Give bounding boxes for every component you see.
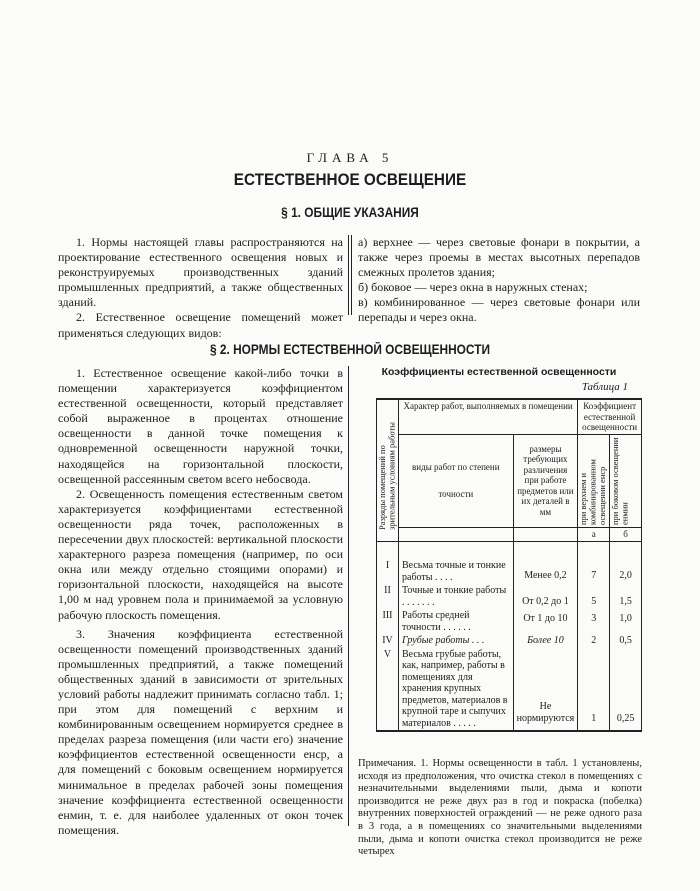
- illumination-table: [376, 398, 642, 732]
- rank-cell: III: [377, 609, 399, 634]
- rank-cell: V: [377, 648, 399, 732]
- size-cell: От 0,2 до 1: [513, 584, 578, 609]
- header-coefficient: Коэффициент естественной освещенности: [578, 399, 642, 434]
- header-empty: [513, 527, 578, 542]
- coef-a-cell: 2: [578, 634, 610, 648]
- header-side-cell: [610, 434, 642, 527]
- section-1-left-column: [58, 235, 343, 341]
- section-2-heading: § 2. НОРМЫ ЕСТЕСТВЕННОЙ ОСВЕЩЕННОСТИ: [209, 342, 491, 357]
- work-cell: Грубые работы . . .: [399, 634, 514, 648]
- section-2-left-column: [58, 366, 343, 838]
- header-b: б: [610, 527, 642, 542]
- column-divider: [348, 366, 349, 826]
- work-cell: Работы средней точности . . . . . .: [399, 609, 514, 634]
- header-rank: Разряды помещений по зрительным условиям работы: [377, 421, 397, 530]
- coef-a-cell: 1: [578, 648, 610, 732]
- coef-b-cell: 0,25: [610, 648, 642, 732]
- paragraph: б) боковое — через окна в наружных стенах;: [358, 280, 588, 295]
- header-kind-accuracy: точности: [438, 488, 474, 499]
- header-top-lighting: при верхнем и комбинированном освещении eнср: [578, 458, 608, 525]
- coef-b-cell: 1,5: [610, 584, 642, 609]
- rank-cell: I: [377, 542, 399, 585]
- header-top-cell: [578, 434, 610, 527]
- header-kind-cell: [399, 434, 514, 527]
- header-rank-cell: [377, 399, 399, 542]
- header-a: а: [578, 527, 610, 542]
- header-size: размеры требующих различения при работе предметов или их деталей в мм: [513, 434, 578, 527]
- table-row: [377, 584, 642, 609]
- chapter-number: ГЛАВА 5: [306, 150, 394, 165]
- table-row: [377, 542, 642, 585]
- size-cell: Не нормируются: [513, 648, 578, 732]
- section-1-right-column: [358, 235, 640, 326]
- work-cell: Весьма грубые работы, как, например, работы в помещениях для хранения крупных предметов, материалов в крупной таре и сыпучих материалов . . . . .: [399, 648, 514, 732]
- coef-b-cell: 2,0: [610, 542, 642, 585]
- table-row: [377, 609, 642, 634]
- table-number: Таблица 1: [581, 381, 628, 393]
- header-character: Характер работ, выполняемых в помещении: [399, 399, 578, 434]
- notes-paragraph: Примечания. 1. Нормы освещенности в табл. 1 установлены, исходя из предположения, что очистка стекол в помещениях с незначительными выделениями пыли, дыма и копоти производится не реже двух раз в год и покраска (побелка) внутренних поверхностей ограждений — не реже одного раза в 3 года, а в помещениях со значительными выделениями пыли, дыма и копоти очистка стекол производится не реже четырех: [358, 758, 642, 858]
- coef-a-cell: 7: [578, 542, 610, 585]
- size-cell: Менее 0,2: [513, 542, 578, 585]
- rank-cell: II: [377, 584, 399, 609]
- paragraph: 1. Нормы настоящей главы распространяются на проектирование естественного освещения новых и реконструируемых производственных зданий промышленных предприятий, а также общественных зданий.: [58, 235, 343, 310]
- table-row: [377, 634, 642, 648]
- rank-cell: IV: [377, 634, 399, 648]
- header-kind: виды работ по степени: [412, 462, 500, 472]
- size-cell: От 1 до 10: [513, 609, 578, 634]
- column-divider: [348, 235, 349, 315]
- paragraph: 3. Значения коэффициента естественной освещенности помещений производственных зданий промышленных предприятий, а также помещений общественных зданий в зависимости от зрительных условий работы надлежит принимать согласно табл. 1; при этом для помещений с верхним и комбинированным освещением нормируется среднее в пределах разреза помещения (или части его) значение коэффициентов естественной освещенности eнср, а для помещений с боковым освещением нормируется минимальное в пределах рабочей зоны помещения значение коэффициента естественной освещенности eнмин, т. е. для наиболее удаленных от окон точек помещения.: [58, 626, 343, 837]
- table-caption: Коэффициенты естественной освещенности: [381, 366, 617, 378]
- paragraph: 1. Естественное освещение какой-либо точки в помещении характеризуется коэффициентом естественной освещенности, который представляет собой выраженное в процентах отношение освещенности в данной точке помещения к одновременной освещенности наружной точки, находящейся на горизонтальной плоскости, освещенной рассеянным светом всего небосвода.: [58, 366, 343, 486]
- paragraph: а) верхнее — через световые фонари в покрытии, а также через проемы в местах высотных перепадов смежных пролетов здания;: [358, 235, 640, 280]
- size-cell: Более 10: [513, 634, 578, 648]
- coef-a-cell: 3: [578, 609, 610, 634]
- work-cell: Точные и тонкие работы . . . . . . .: [399, 584, 514, 609]
- paragraph: в) комбинированное — через световые фонари или перепады и через окна.: [358, 295, 640, 325]
- coef-b-cell: 1,0: [610, 609, 642, 634]
- paragraph: 2. Естественное освещение помещений может применяться следующих видов:: [58, 310, 343, 340]
- table-notes: [358, 758, 642, 859]
- paragraph: 2. Освещенность помещения естественным светом характеризуется коэффициентами естественной освещенности ряда точек, расположенных в пересечении двух плоскостей: вертикальной плоскости характерного разреза помещения (например, по оси окна или между отдельно стоящими опорами) и горизонтальной плоскости, находящейся на высоте 1,00 м над уровнем пола и принимаемой за условную рабочую плоскость помещения.: [58, 486, 343, 622]
- coef-a-cell: 5: [578, 584, 610, 609]
- section-1-heading: § 1. ОБЩИЕ УКАЗАНИЯ: [281, 205, 419, 220]
- column-divider: [351, 235, 352, 315]
- chapter-title: ЕСТЕСТВЕННОЕ ОСВЕЩЕНИЕ: [233, 170, 467, 189]
- table-row: [377, 648, 642, 732]
- header-side-lighting: при боковом освещении eнмин: [610, 437, 630, 525]
- coef-b-cell: 0,5: [610, 634, 642, 648]
- work-cell: Весьма точные и тонкие работы . . . .: [399, 542, 514, 585]
- header-empty: [399, 527, 514, 542]
